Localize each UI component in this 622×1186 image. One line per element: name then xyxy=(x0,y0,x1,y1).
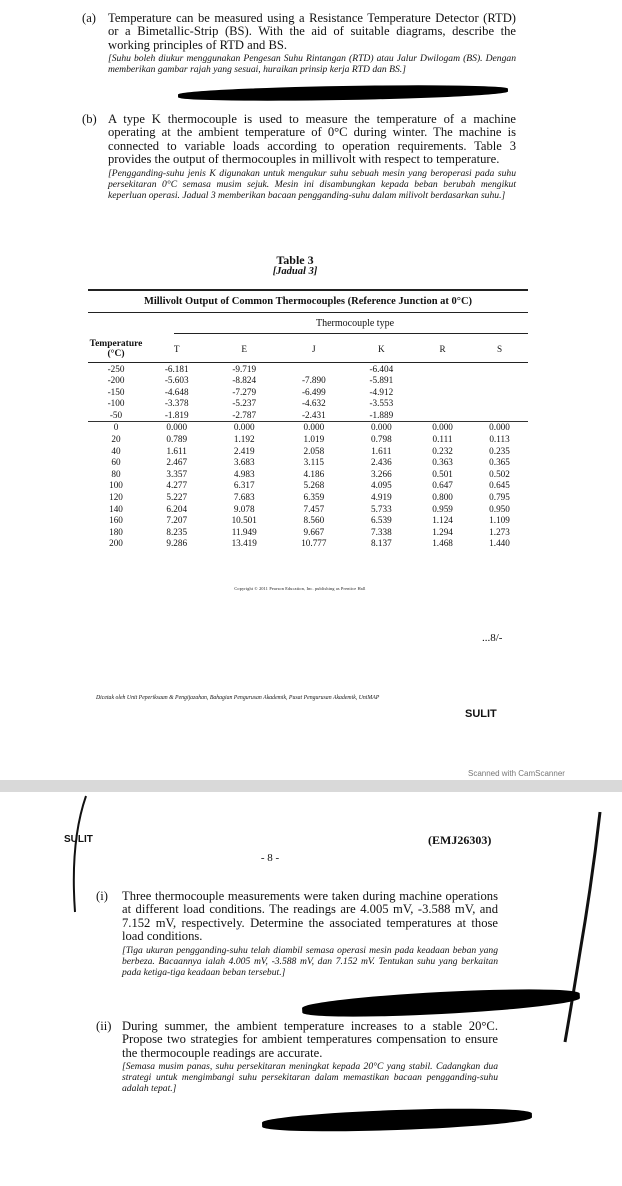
millivolt-cell: 6.204 xyxy=(166,503,188,514)
table-top-rule xyxy=(88,289,528,291)
millivolt-cell: 0.113 xyxy=(489,434,510,445)
temperature-cell: 140 xyxy=(109,503,123,514)
table-group-header: Thermocouple type xyxy=(315,318,395,329)
millivolt-cell: 0.959 xyxy=(432,503,453,514)
millivolt-cell xyxy=(414,398,471,410)
millivolt-cell xyxy=(471,409,528,421)
temperature-cell: -150 xyxy=(107,386,125,397)
millivolt-cell: 10.501 xyxy=(231,515,257,526)
millivolt-cell: 0.795 xyxy=(489,492,510,503)
question-b-malay: [Pengganding-suhu jenis K digunakan untuk mengukur suhu sebuah mesin yang beroperasi pada suhu persekitaran 0°C semasa musim sejuk. Mesin ini disambungkan kepada beban berubah mengikut keperluan operasi. Jadual 3 memberikan bacaan pengganding-suhu dalam milivolt berdasarkan suhu.] xyxy=(108,167,516,201)
table-group-rule xyxy=(174,333,528,334)
millivolt-cell: 3.357 xyxy=(166,468,188,479)
question-b-text: A type K thermocouple is used to measure the temperature of a machine operating at the ambient temperature of 0°C during winter. The machine is connected to variable loads according to operation requirements. Table 3 provides the output of thermocouples in millivolt with respect to temperature. xyxy=(108,112,516,167)
millivolt-cell: 11.949 xyxy=(231,526,257,537)
millivolt-cell xyxy=(414,375,471,387)
millivolt-cell: 1.294 xyxy=(432,526,453,537)
millivolt-cell: 9.078 xyxy=(233,503,255,514)
col-header-e: E xyxy=(209,339,279,363)
question-a-malay: [Suhu boleh diukur menggunakan Pengesan Suhu Rintangan (RTD) atau Jalur Dwilogam (BS). Dengan memberikan gambar rajah yang sesuai, huraikan prinsip kerja RTD dan BS.] xyxy=(108,53,516,76)
millivolt-cell: 2.436 xyxy=(371,457,392,468)
question-ii-label: (ii) xyxy=(96,1019,112,1033)
millivolt-cell xyxy=(414,363,471,375)
millivolt-cell: -7.890 xyxy=(301,375,326,386)
print-footer: Dicetak oleh Unit Peperiksaan & Pengijazahan, Bahagian Pengurusan Akademik, Pusat Pengurusan Akademik, UniMAP xyxy=(96,695,380,701)
millivolt-cell xyxy=(471,375,528,387)
col-header-temperature: Temperature (°C) xyxy=(88,339,144,363)
millivolt-cell: 7.683 xyxy=(233,492,255,503)
temperature-cell: 180 xyxy=(109,526,123,537)
millivolt-cell: 0.235 xyxy=(489,445,510,456)
millivolt-cell xyxy=(471,398,528,410)
temperature-cell: 0 xyxy=(88,421,144,433)
millivolt-cell: 8.560 xyxy=(303,515,325,526)
exam-page-8 xyxy=(0,792,622,1186)
millivolt-cell: 4.186 xyxy=(303,468,325,479)
millivolt-cell: -9.719 xyxy=(232,363,257,374)
millivolt-cell: -6.181 xyxy=(164,363,189,374)
temperature-cell: 200 xyxy=(109,538,123,549)
millivolt-cell: 1.611 xyxy=(166,445,187,456)
millivolt-cell: 0.950 xyxy=(489,503,510,514)
millivolt-cell: 0.647 xyxy=(432,480,453,491)
temperature-cell: 20 xyxy=(111,434,121,445)
copyright-note: Copyright © 2011 Pearson Education, Inc. publishing as Prentice Hall xyxy=(234,586,366,591)
page-number: - 8 - xyxy=(260,852,280,864)
millivolt-cell: 7.457 xyxy=(303,503,325,514)
table-row xyxy=(88,363,528,375)
millivolt-cell: 4.919 xyxy=(371,492,392,503)
course-code: (EMJ26303) xyxy=(428,833,492,847)
table-row xyxy=(88,398,528,410)
table-row xyxy=(88,386,528,398)
millivolt-cell: 0.800 xyxy=(432,492,453,503)
millivolt-cell: 0.365 xyxy=(489,457,510,468)
millivolt-cell: 0.363 xyxy=(432,457,453,468)
table-row xyxy=(88,457,528,469)
table-row xyxy=(88,445,528,457)
table-row xyxy=(88,480,528,492)
ink-scribble xyxy=(178,83,508,103)
millivolt-cell: -4.632 xyxy=(301,398,326,409)
millivolt-cell: -2.787 xyxy=(232,409,257,420)
temperature-cell: 80 xyxy=(111,468,121,479)
table-title-malay: [Jadual 3] xyxy=(272,266,318,277)
temperature-cell: 40 xyxy=(111,445,121,456)
millivolt-cell: 1.019 xyxy=(303,434,325,445)
millivolt-cell: 7.338 xyxy=(371,526,392,537)
question-i-text: Three thermocouple measurements were taken during machine operations at different load conditions. The readings are 4.005 mV, -3.588 mV, and 7.152 mV, respectively. Determine the associated temperatures at those load conditions. xyxy=(122,889,498,944)
millivolt-cell: 1.468 xyxy=(432,538,453,549)
millivolt-cell xyxy=(414,386,471,398)
page-continue: ...8/- xyxy=(482,632,503,644)
col-header-t: T xyxy=(144,339,209,363)
millivolt-cell: 0.501 xyxy=(432,468,453,479)
millivolt-cell: -6.404 xyxy=(369,363,394,374)
table-row xyxy=(88,409,528,421)
table-row xyxy=(88,515,528,527)
millivolt-cell: 3.683 xyxy=(233,457,255,468)
millivolt-cell: 6.539 xyxy=(371,515,392,526)
millivolt-cell: 0.232 xyxy=(432,445,453,456)
millivolt-cell: 6.359 xyxy=(303,492,325,503)
millivolt-cell: 3.115 xyxy=(303,457,325,468)
table-row xyxy=(88,375,528,387)
temperature-cell: -200 xyxy=(107,375,125,386)
millivolt-cell: -5.891 xyxy=(369,375,394,386)
millivolt-cell: 1.440 xyxy=(489,538,510,549)
millivolt-cell: 10.777 xyxy=(301,538,327,549)
millivolt-cell: 1.124 xyxy=(432,515,453,526)
millivolt-cell: 0.789 xyxy=(166,434,188,445)
millivolt-cell: -1.889 xyxy=(369,409,394,420)
millivolt-cell: -1.819 xyxy=(164,409,189,420)
millivolt-cell: 3.266 xyxy=(371,468,392,479)
camscanner-watermark: Scanned with CamScanner xyxy=(468,769,565,778)
millivolt-cell: 0.645 xyxy=(489,480,510,491)
millivolt-cell: -5.237 xyxy=(232,398,257,409)
millivolt-cell: -3.378 xyxy=(164,398,189,409)
sulit-label: SULIT xyxy=(465,708,497,720)
table-caption: Millivolt Output of Common Thermocouples (Reference Junction at 0°C) xyxy=(143,296,473,307)
millivolt-cell: 9.286 xyxy=(166,538,188,549)
millivolt-cell: 0.502 xyxy=(489,468,510,479)
millivolt-cell: 5.227 xyxy=(166,492,188,503)
col-header-k: K xyxy=(349,339,414,363)
col-header-s: S xyxy=(471,339,528,363)
millivolt-cell: -4.912 xyxy=(369,386,394,397)
millivolt-cell: 9.667 xyxy=(303,526,325,537)
table-title: Table 3 xyxy=(276,253,314,267)
millivolt-cell: 2.419 xyxy=(233,445,255,456)
millivolt-cell xyxy=(471,363,528,375)
millivolt-cell: 1.273 xyxy=(489,526,510,537)
millivolt-cell: 2.058 xyxy=(303,445,325,456)
table-row xyxy=(88,503,528,515)
question-i-malay: [Tiga ukuran pengganding-suhu telah diambil semasa operasi mesin pada keadaan beban yang berbeza. Bacaannya ialah 4.005 mV, -3.588 mV, dan 7.152 mV. Tentukan suhu yang berkaitan pada ketiga-tiga keadaan beban tersebut.] xyxy=(122,944,498,978)
millivolt-cell xyxy=(471,386,528,398)
temperature-cell: 120 xyxy=(109,492,123,503)
temperature-cell: 160 xyxy=(109,515,123,526)
millivolt-cell: -7.279 xyxy=(232,386,257,397)
col-header-j: J xyxy=(279,339,349,363)
table-caption-rule xyxy=(88,312,528,313)
millivolt-cell: -5.603 xyxy=(164,375,189,386)
millivolt-cell: 4.095 xyxy=(371,480,392,491)
temperature-cell: 60 xyxy=(111,457,121,468)
millivolt-cell: 0.000 xyxy=(349,421,414,433)
table-row xyxy=(88,492,528,504)
question-a-text: Temperature can be measured using a Resistance Temperature Detector (RTD) or a Bimetallic-Strip (BS). With the aid of suitable diagrams, describe the working principles of RTD and BS. xyxy=(108,11,516,52)
sulit-label-p8: SULIT xyxy=(64,834,93,845)
millivolt-cell: 8.235 xyxy=(166,526,188,537)
millivolt-cell: 0.000 xyxy=(144,421,209,433)
millivolt-cell: 0.000 xyxy=(209,421,279,433)
millivolt-cell xyxy=(279,363,349,375)
millivolt-cell: 1.192 xyxy=(233,434,255,445)
thermocouple-table xyxy=(88,339,528,550)
millivolt-cell: 7.207 xyxy=(166,515,188,526)
millivolt-cell: 0.000 xyxy=(414,421,471,433)
millivolt-cell: 0.000 xyxy=(471,421,528,433)
question-b-label: (b) xyxy=(82,112,97,126)
millivolt-cell: -2.431 xyxy=(301,409,326,420)
millivolt-cell: 4.983 xyxy=(233,468,255,479)
table-row xyxy=(88,434,528,446)
millivolt-cell: 8.137 xyxy=(371,538,392,549)
millivolt-cell: 4.277 xyxy=(166,480,188,491)
table-row xyxy=(88,538,528,550)
table-row xyxy=(88,468,528,480)
millivolt-cell: 6.317 xyxy=(233,480,255,491)
millivolt-cell: 5.733 xyxy=(371,503,392,514)
millivolt-cell: 1.611 xyxy=(371,445,392,456)
question-a-label: (a) xyxy=(82,11,96,25)
millivolt-cell: 0.111 xyxy=(432,434,453,445)
millivolt-cell: -6.499 xyxy=(301,386,326,397)
table-row xyxy=(88,526,528,538)
millivolt-cell: -4.648 xyxy=(164,386,189,397)
temperature-cell: -50 xyxy=(109,409,123,420)
millivolt-cell: 2.467 xyxy=(166,457,188,468)
millivolt-cell: 1.109 xyxy=(489,515,510,526)
col-header-r: R xyxy=(414,339,471,363)
millivolt-cell: 0.000 xyxy=(279,421,349,433)
millivolt-cell: 13.419 xyxy=(231,538,257,549)
millivolt-cell xyxy=(414,409,471,421)
millivolt-cell: -3.553 xyxy=(369,398,394,409)
question-ii-malay: [Semasa musim panas, suhu persekitaran meningkat kepada 20°C yang stabil. Cadangkan dua strategi untuk mengimbangi suhu persekitaran dalam memastikan bacaan pengganding-suhu adalah tepat.] xyxy=(122,1061,498,1095)
question-ii-text: During summer, the ambient temperature increases to a stable 20°C. Propose two strategies for ambient temperatures compensation to ensure the thermocouple readings are accurate. xyxy=(122,1019,498,1060)
table-row xyxy=(88,421,528,433)
millivolt-cell: 5.268 xyxy=(303,480,325,491)
table-body xyxy=(88,363,528,550)
temperature-cell: -250 xyxy=(107,363,125,374)
millivolt-cell: 0.798 xyxy=(371,434,392,445)
temperature-cell: 100 xyxy=(109,480,123,491)
temperature-cell: -100 xyxy=(107,398,125,409)
question-i-label: (i) xyxy=(96,889,108,903)
millivolt-cell: -8.824 xyxy=(232,375,257,386)
